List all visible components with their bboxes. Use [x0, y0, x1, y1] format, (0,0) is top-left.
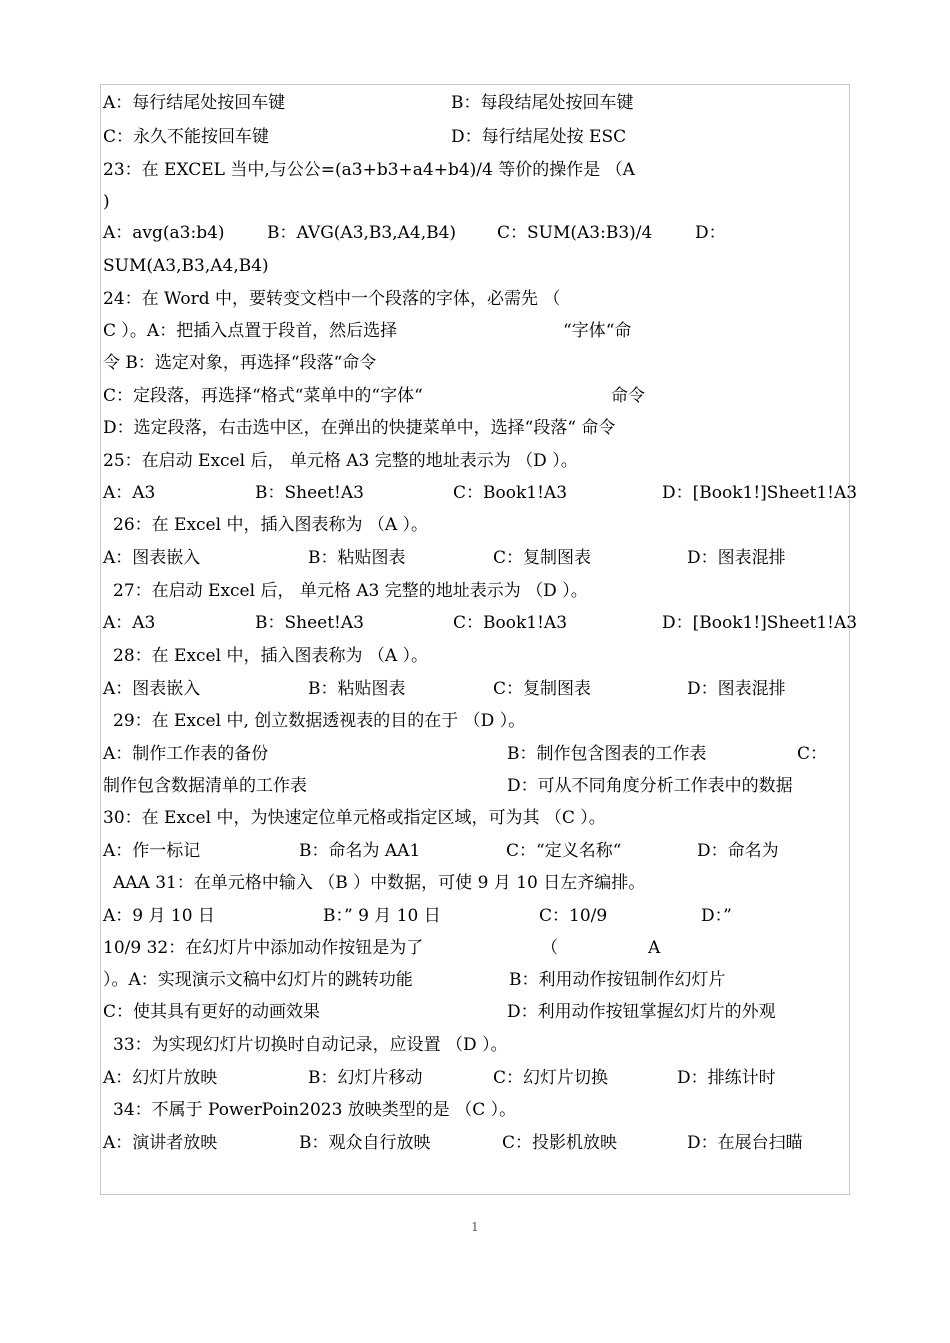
question-text: AAA 31：在单元格中输入 （B ）中数据，可使 9 月 10 日左齐编排。	[113, 873, 646, 893]
option-c: C：Book1!A3	[453, 483, 568, 503]
option-d: D：在展台扫瞄	[687, 1133, 803, 1153]
option-a: A：每行结尾处按回车键	[103, 93, 286, 113]
line-text: SUM(A3,B3,A4,B4)	[103, 256, 269, 276]
option-a: A：A3	[103, 613, 156, 633]
option-b: B：AVG(A3,B3,A4,B4)	[267, 223, 457, 243]
question-text: 27：在启动 Excel 后， 单元格 A3 完整的地址表示为 （D ）。	[113, 581, 588, 601]
option-c: C：“定义名称“	[506, 841, 622, 861]
option-c: C：使其具有更好的动画效果	[103, 1002, 321, 1022]
line-text: )	[103, 192, 110, 212]
option-c: C：永久不能按回车键	[103, 127, 270, 147]
option-b: B：” 9 月 10 日	[323, 906, 441, 926]
option-a: A：演讲者放映	[103, 1133, 218, 1153]
page-number: 1	[471, 1220, 479, 1234]
option-a: A：9 月 10 日	[103, 906, 215, 926]
option-d: D：图表混排	[687, 679, 786, 699]
option-a: A：图表嵌入	[103, 679, 201, 699]
option-b: B：制作包含图表的工作表	[507, 744, 707, 764]
option-b: B：粘贴图表	[308, 679, 406, 699]
option-b: B：每段结尾处按回车键	[451, 93, 634, 113]
option-b: B：观众自行放映	[299, 1133, 431, 1153]
line-text: D：选定段落，右击选中区，在弹出的快捷菜单中，选择“段落“ 命令	[103, 418, 616, 438]
page-frame	[100, 84, 850, 1195]
line-text: C：定段落，再选择“格式“菜单中的“字体“	[103, 386, 423, 406]
question-text: 23：在 EXCEL 当中,与公公=(a3+b3+a4+b4)/4 等价的操作是 （A	[103, 160, 635, 180]
option-c: C：复制图表	[493, 548, 592, 568]
option-c: C：10/9	[539, 906, 608, 926]
option-b: B：粘贴图表	[308, 548, 406, 568]
question-text: 28：在 Excel 中，插入图表称为 （A ）。	[113, 646, 429, 666]
option-c: C：幻灯片切换	[493, 1068, 609, 1088]
option-d: D：排练计时	[677, 1068, 776, 1088]
option-d: D：图表混排	[687, 548, 786, 568]
option-c: C：	[797, 744, 828, 764]
option-a: A：制作工作表的备份	[103, 744, 269, 764]
option-b: B：幻灯片移动	[308, 1068, 423, 1088]
option-c: C：复制图表	[493, 679, 592, 699]
question-text: 29：在 Excel 中, 创立数据透视表的目的在于 （D ）。	[113, 711, 526, 731]
option-b: B：Sheet!A3	[255, 613, 364, 633]
question-text: 30：在 Excel 中，为快速定位单元格或指定区域，可为其 （C ）。	[103, 808, 606, 828]
option-d: D：可从不同角度分析工作表中的数据	[507, 776, 793, 796]
line-text: C ）。A：把插入点置于段首，然后选择	[103, 321, 398, 341]
line-text: 令 B：选定对象，再选择“段落“命令	[103, 353, 377, 373]
option-b: B：Sheet!A3	[255, 483, 364, 503]
option-a: A：幻灯片放映	[103, 1068, 218, 1088]
option-d: D：每行结尾处按 ESC	[451, 127, 627, 147]
option-d: D：	[695, 223, 726, 243]
answer: A	[648, 938, 661, 958]
line-text: “字体“命	[563, 321, 632, 341]
question-text: 25：在启动 Excel 后， 单元格 A3 完整的地址表示为 （D ）。	[103, 451, 578, 471]
question-text: 33：为实现幻灯片切换时自动记录，应设置 （D ）。	[113, 1035, 508, 1055]
option-c-text: 制作包含数据清单的工作表	[103, 776, 307, 796]
option-a: ）。A：实现演示文稿中幻灯片的跳转功能	[103, 970, 413, 990]
option-c: C：投影机放映	[502, 1133, 618, 1153]
question-text: 34：不属于 PowerPoin2023 放映类型的是 （C ）。	[113, 1100, 517, 1120]
question-text: 26：在 Excel 中，插入图表称为 （A ）。	[113, 515, 429, 535]
option-d: D：[Book1!]Sheet1!A3	[662, 613, 858, 633]
option-a: A：avg(a3:b4)	[103, 223, 225, 243]
line-text: 命令	[611, 386, 645, 406]
question-text: 24：在 Word 中，要转变文档中一个段落的字体，必需先 （	[103, 289, 561, 309]
option-c: C：SUM(A3:B3)/4	[497, 223, 653, 243]
option-b: B：利用动作按钮制作幻灯片	[509, 970, 726, 990]
option-a: A：作一标记	[103, 841, 201, 861]
option-b: B：命名为 AA1	[299, 841, 421, 861]
bracket: （	[541, 938, 558, 958]
option-c: C：Book1!A3	[453, 613, 568, 633]
question-text: 10/9 32：在幻灯片中添加动作按钮是为了	[103, 938, 424, 958]
option-a: A：A3	[103, 483, 156, 503]
option-a: A：图表嵌入	[103, 548, 201, 568]
option-d: D：命名为	[697, 841, 779, 861]
option-d: D：利用动作按钮掌握幻灯片的外观	[507, 1002, 776, 1022]
option-d: D：[Book1!]Sheet1!A3	[662, 483, 858, 503]
option-d: D：”	[701, 906, 732, 926]
